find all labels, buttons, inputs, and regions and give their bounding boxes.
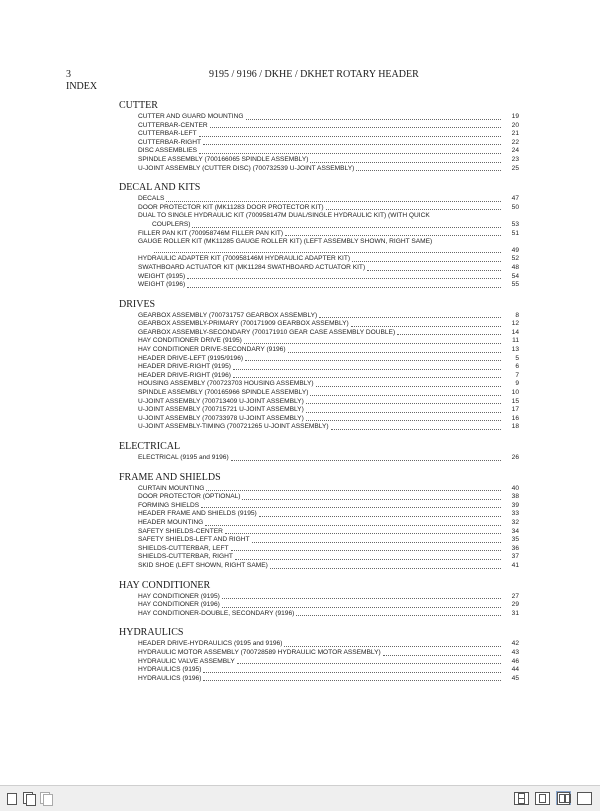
entry-label: HAY CONDITIONER (9196) <box>138 601 220 609</box>
section-title: HYDRAULICS <box>119 627 184 639</box>
entry-label: HAY CONDITIONER-DOUBLE, SECONDARY (9196) <box>138 609 295 617</box>
entry-page-number: 24 <box>511 147 519 155</box>
section-entries <box>119 195 519 290</box>
entry-label: CURTAIN MOUNTING <box>138 484 205 492</box>
single-page-view-icon <box>535 792 550 805</box>
index-entry[interactable] <box>138 355 519 364</box>
entry-label: GEARBOX ASSEMBLY-SECONDARY (700171910 GEAR CASE ASSEMBLY DOUBLE) <box>138 328 396 336</box>
dot-leader <box>288 352 501 353</box>
index-entry[interactable] <box>138 372 519 381</box>
scroll-view-button[interactable] <box>514 791 529 805</box>
entry-label: U-JOINT ASSEMBLY-TIMING (700721265 U-JOINT ASSEMBLY) <box>138 423 329 431</box>
index-entry[interactable] <box>138 675 519 684</box>
entry-label: FILLER PAN KIT (700958746M FILLER PAN KIT) <box>138 229 284 237</box>
entry-label: U-JOINT ASSEMBLY (700713409 U-JOINT ASSEMBLY) <box>138 397 304 405</box>
section-entries <box>119 593 519 619</box>
index-section <box>119 99 519 173</box>
index-entry[interactable] <box>138 485 519 494</box>
entry-label: HEADER DRIVE-HYDRAULICS (9195 and 9196) <box>138 640 283 648</box>
entry-page-number: 39 <box>511 501 519 509</box>
entry-page-number: 55 <box>511 281 519 289</box>
dot-leader <box>296 615 501 616</box>
entry-page-number: 50 <box>511 203 519 211</box>
dot-leader <box>284 646 501 647</box>
dot-leader <box>187 278 501 279</box>
dot-leader <box>205 525 501 526</box>
dot-leader <box>206 490 501 491</box>
entry-label: U-JOINT ASSEMBLY (700715721 U-JOINT ASSEMBLY) <box>138 406 304 414</box>
section-title: DECAL AND KITS <box>119 182 201 194</box>
entry-page-number: 16 <box>511 414 519 422</box>
index-entry[interactable] <box>138 536 519 545</box>
entry-page-number: 45 <box>511 674 519 682</box>
entry-label: HAY CONDITIONER DRIVE-SECONDARY (9196) <box>138 346 286 354</box>
index-entry[interactable] <box>138 454 519 463</box>
entry-label: U-JOINT ASSEMBLY (CUTTER DISC) (700732539 U-JOINT ASSEMBLY) <box>138 164 355 172</box>
dot-leader <box>306 420 501 421</box>
dot-leader <box>222 598 501 599</box>
index-entry[interactable] <box>138 156 519 165</box>
entry-page-number: 15 <box>511 397 519 405</box>
index-heading: INDEX <box>66 81 98 92</box>
entry-page-number: 8 <box>515 311 519 319</box>
entry-label: DOOR PROTECTOR KIT (MK11283 DOOR PROTECTOR KIT) <box>138 203 324 211</box>
entry-page-number: 5 <box>515 354 519 362</box>
dot-leader <box>201 507 501 508</box>
entry-label: ELECTRICAL (9195 and 9196) <box>138 454 229 461</box>
entry-page-number: 18 <box>511 423 519 431</box>
index-section <box>119 471 519 571</box>
entry-page-number: 53 <box>511 220 519 228</box>
continuous-view-icon <box>577 792 592 805</box>
copy-pages-button[interactable] <box>21 791 36 805</box>
index-entry[interactable] <box>138 593 519 602</box>
entry-label: DISC ASSEMBLIES <box>138 147 197 155</box>
entry-label: HOUSING ASSEMBLY (700723703 HOUSING ASSEMBLY) <box>138 380 314 388</box>
dot-leader <box>242 499 501 500</box>
entry-label: HEADER DRIVE-RIGHT (9195) <box>138 363 231 371</box>
entry-label: GEARBOX ASSEMBLY-PRIMARY (700171909 GEARBOX ASSEMBLY) <box>138 320 349 328</box>
index-entry[interactable] <box>138 610 519 619</box>
index-entry[interactable] <box>138 398 519 407</box>
index-entry[interactable] <box>138 363 519 372</box>
document-title: 9195 / 9196 / DKHE / DKHET ROTARY HEADER <box>209 69 419 80</box>
index-entry[interactable] <box>138 204 519 213</box>
entry-page-number: 17 <box>511 406 519 414</box>
entry-page-number: 14 <box>511 328 519 336</box>
dot-leader <box>270 568 501 569</box>
entry-label: HYDRAULICS (9196) <box>138 674 202 682</box>
entry-label: SKID SHOE (LEFT SHOWN, RIGHT SAME) <box>138 561 268 569</box>
index-entry[interactable] <box>138 658 519 667</box>
page-arrow-button[interactable] <box>3 791 18 805</box>
index-entry[interactable] <box>138 649 519 658</box>
dot-leader <box>310 395 501 396</box>
entry-label: SPINDLE ASSEMBLY (700166065 SPINDLE ASSEMBLY) <box>138 155 309 163</box>
entry-page-number: 47 <box>511 195 519 203</box>
index-entry[interactable] <box>138 264 519 273</box>
dot-leader <box>231 460 501 461</box>
entry-label: HAY CONDITIONER (9195) <box>138 592 220 600</box>
entry-page-number: 52 <box>511 255 519 263</box>
entry-page-number: 40 <box>511 484 519 492</box>
entry-label: SAFETY SHIELDS-CENTER <box>138 527 223 535</box>
dot-leader <box>259 516 501 517</box>
entry-page-number: 43 <box>511 648 519 656</box>
dot-leader <box>225 533 501 534</box>
dot-leader <box>306 412 501 413</box>
entry-page-number: 23 <box>511 155 519 163</box>
entry-label: HEADER DRIVE-LEFT (9195/9196) <box>138 354 244 362</box>
entry-page-number: 31 <box>511 609 519 617</box>
entry-label: GEARBOX ASSEMBLY (700731757 GEARBOX ASSEMBLY) <box>138 311 318 319</box>
dot-leader <box>222 607 501 608</box>
entry-page-number: 49 <box>511 246 519 254</box>
dot-leader <box>203 672 501 673</box>
entry-page-number: 12 <box>511 320 519 328</box>
entry-label: FORMING SHIELDS <box>138 501 200 509</box>
entry-label: CUTTERBAR-CENTER <box>138 121 208 129</box>
dot-leader <box>203 144 501 145</box>
index-entry[interactable] <box>138 238 519 255</box>
dot-leader <box>310 162 501 163</box>
dot-leader <box>306 403 501 404</box>
dot-leader <box>235 559 501 560</box>
dot-leader <box>356 170 501 171</box>
entry-page-number: 44 <box>511 666 519 674</box>
index-entry[interactable] <box>138 519 519 528</box>
entry-page-number: 32 <box>511 518 519 526</box>
section-title: HAY CONDITIONER <box>119 579 211 591</box>
section-entries <box>119 640 519 683</box>
entry-label: SHIELDS-CUTTERBAR, RIGHT <box>138 553 233 561</box>
two-page-view-button[interactable] <box>556 791 571 805</box>
index-entry[interactable] <box>138 640 519 649</box>
dot-leader <box>397 334 501 335</box>
entry-page-number: 34 <box>511 527 519 535</box>
entry-page-number: 13 <box>511 346 519 354</box>
dot-leader <box>331 429 501 430</box>
dot-leader <box>245 360 501 361</box>
index-entry[interactable] <box>138 553 519 562</box>
dot-leader <box>367 270 501 271</box>
entry-page-number: 37 <box>511 553 519 561</box>
index-entry[interactable] <box>138 130 519 139</box>
index-entry[interactable] <box>138 562 519 571</box>
dot-leader <box>237 663 501 664</box>
dot-leader <box>199 153 501 154</box>
entry-page-number: 25 <box>511 164 519 172</box>
entry-page-number: 27 <box>511 592 519 600</box>
entry-label: CUTTERBAR-RIGHT <box>138 138 202 146</box>
entry-label: SHIELDS-CUTTERBAR, LEFT <box>138 544 229 552</box>
index-section <box>119 579 519 619</box>
dot-leader <box>244 343 501 344</box>
dot-leader <box>187 287 501 288</box>
entry-page-number: 41 <box>511 561 519 569</box>
two-page-view-icon <box>557 792 570 805</box>
entry-page-number: 38 <box>511 493 519 501</box>
index-section <box>119 298 519 432</box>
index-entry[interactable] <box>138 510 519 519</box>
dot-leader <box>233 377 501 378</box>
index-entry[interactable] <box>138 502 519 511</box>
entry-label: CUTTERBAR-LEFT <box>138 130 197 138</box>
dot-leader <box>285 235 501 236</box>
index-entry[interactable] <box>138 165 519 174</box>
entry-page-number: 22 <box>511 138 519 146</box>
copy-pages-disabled-button[interactable] <box>38 791 53 805</box>
section-entries <box>119 485 519 571</box>
dot-leader <box>252 542 501 543</box>
single-page-view-button[interactable] <box>535 791 550 805</box>
entry-page-number: 21 <box>511 130 519 138</box>
entry-page-number: 35 <box>511 536 519 544</box>
entry-label: DECALS <box>138 195 165 203</box>
section-entries <box>119 113 519 173</box>
section-title: CUTTER <box>119 100 158 111</box>
dot-leader <box>231 550 502 551</box>
entry-page-number: 19 <box>511 113 519 120</box>
dot-leader <box>246 119 502 120</box>
page-arrow-icon <box>5 792 17 804</box>
index-entry[interactable] <box>138 147 519 156</box>
entry-page-number: 9 <box>515 380 519 388</box>
entry-page-number: 10 <box>511 389 519 397</box>
index-entry[interactable] <box>138 415 519 424</box>
entry-label: HEADER MOUNTING <box>138 518 204 526</box>
entry-page-number: 54 <box>511 272 519 280</box>
index-section <box>119 440 519 463</box>
index-entry[interactable] <box>138 113 519 122</box>
entry-label: HEADER FRAME AND SHIELDS (9195) <box>138 510 257 518</box>
index-entry[interactable] <box>138 320 519 329</box>
entry-page-number: 7 <box>515 371 519 379</box>
index-entry[interactable] <box>138 122 519 131</box>
entry-label: WEIGHT (9196) <box>138 281 186 289</box>
dot-leader <box>383 655 501 656</box>
scroll-view-icon <box>514 792 529 805</box>
index-sections <box>119 99 519 691</box>
dot-leader <box>210 127 501 128</box>
dot-leader <box>154 252 501 253</box>
section-title: FRAME AND SHIELDS <box>119 471 221 483</box>
index-entry[interactable] <box>138 273 519 282</box>
dot-leader <box>166 201 501 202</box>
entry-label: CUTTER AND GUARD MOUNTING <box>138 113 244 120</box>
index-entry[interactable] <box>138 389 519 398</box>
index-entry[interactable] <box>138 493 519 502</box>
entry-label: HYDRAULICS (9195) <box>138 666 202 674</box>
entry-label: WEIGHT (9195) <box>138 272 186 280</box>
index-entry[interactable] <box>138 406 519 415</box>
dot-leader <box>326 209 501 210</box>
entry-label: U-JOINT ASSEMBLY (700733978 U-JOINT ASSEMBLY) <box>138 414 304 422</box>
entry-page-number: 6 <box>515 363 519 371</box>
dot-leader <box>316 386 501 387</box>
section-title: DRIVES <box>119 298 156 310</box>
copy-pages-icon <box>23 792 35 804</box>
entry-page-number: 11 <box>512 337 519 345</box>
index-entry[interactable] <box>138 212 519 229</box>
entry-page-number: 20 <box>511 121 519 129</box>
entry-page-number: 46 <box>511 657 519 665</box>
index-entry[interactable] <box>138 195 519 204</box>
entry-page-number: 26 <box>511 454 519 461</box>
page-number: 3 <box>66 69 71 80</box>
entry-label: SPINDLE ASSEMBLY (700165966 SPINDLE ASSEMBLY) <box>138 389 309 397</box>
continuous-view-button[interactable] <box>577 791 592 805</box>
entry-page-number: 48 <box>511 263 519 271</box>
entry-page-number: 29 <box>511 601 519 609</box>
index-entry[interactable] <box>138 312 519 321</box>
copy-pages-disabled-icon <box>40 792 52 804</box>
entry-label: HEADER DRIVE-RIGHT (9196) <box>138 371 231 379</box>
index-entry[interactable] <box>138 601 519 610</box>
dot-leader <box>199 136 501 137</box>
index-entry[interactable] <box>138 281 519 290</box>
dot-leader <box>233 369 501 370</box>
entry-page-number: 36 <box>511 544 519 552</box>
entry-page-number: 51 <box>511 229 519 237</box>
entry-label: GAUGE ROLLER KIT (MK11285 GAUGE ROLLER KIT) (LEFT ASSEMBLY SHOWN, RIGHT SAME) <box>138 238 433 246</box>
index-section <box>119 626 519 683</box>
entry-label: DOOR PROTECTOR (OPTIONAL) <box>138 493 241 501</box>
index-entry[interactable] <box>138 337 519 346</box>
index-entry[interactable] <box>138 329 519 338</box>
index-section <box>119 181 519 290</box>
dot-leader <box>319 317 501 318</box>
entry-label: SWATHBOARD ACTUATOR KIT (MK11284 SWATHBOARD ACTUATOR KIT) <box>138 263 366 271</box>
index-entry[interactable] <box>138 545 519 554</box>
index-entry[interactable] <box>138 666 519 675</box>
dot-leader <box>203 680 501 681</box>
index-entry[interactable] <box>138 380 519 389</box>
entry-label: SAFETY SHIELDS-LEFT AND RIGHT <box>138 536 250 544</box>
dot-leader <box>192 227 501 228</box>
dot-leader <box>351 326 501 327</box>
index-entry[interactable] <box>138 255 519 264</box>
dot-leader <box>352 261 501 262</box>
index-entry[interactable] <box>138 528 519 537</box>
viewer-toolbar <box>0 785 600 811</box>
entry-label: HYDRAULIC VALVE ASSEMBLY <box>138 657 235 665</box>
section-title: ELECTRICAL <box>119 441 181 452</box>
entry-label: HYDRAULIC ADAPTER KIT (700958146M HYDRAULIC ADAPTER KIT) <box>138 255 351 263</box>
entry-page-number: 33 <box>511 510 519 518</box>
entry-label: HYDRAULIC MOTOR ASSEMBLY (700728589 HYDRAULIC MOTOR ASSEMBLY) <box>138 648 381 656</box>
section-entries <box>119 312 519 432</box>
entry-page-number: 42 <box>511 640 519 648</box>
entry-label: DUAL TO SINGLE HYDRAULIC KIT (700958147M DUAL/SINGLE HYDRAULIC KIT) (WITH QUICK <box>138 212 430 220</box>
index-entry[interactable] <box>138 139 519 148</box>
section-entries <box>119 454 519 463</box>
index-entry[interactable] <box>138 423 519 432</box>
index-entry[interactable] <box>138 230 519 239</box>
index-entry[interactable] <box>138 346 519 355</box>
entry-label: HAY CONDITIONER DRIVE (9195) <box>138 337 242 345</box>
entry-label-continuation: COUPLERS) <box>152 220 191 228</box>
